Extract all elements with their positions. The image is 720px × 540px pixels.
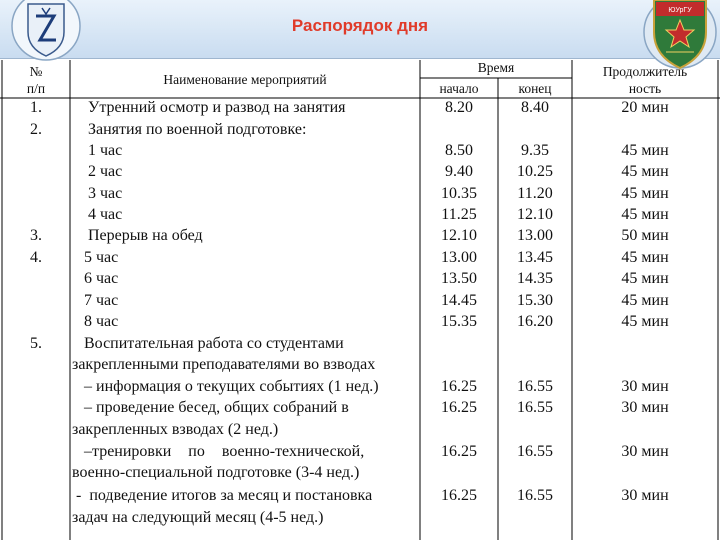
row-start: 16.25 — [441, 487, 477, 504]
row-end: 11.20 — [517, 185, 553, 202]
row-duration: 20 мин — [621, 99, 669, 116]
row-start: 16.25 — [441, 399, 477, 416]
row-num: 2. — [30, 121, 42, 138]
row-start: 9.40 — [445, 163, 473, 180]
row-duration: 45 мин — [621, 206, 669, 223]
header-start: начало — [439, 81, 479, 96]
header-duration: Продолжитель — [602, 64, 688, 79]
row-duration: 30 мин — [621, 378, 669, 395]
header-end: конец — [518, 81, 552, 96]
row-end: 16.55 — [517, 487, 553, 504]
row-duration: 30 мин — [621, 443, 669, 460]
row-name: –тренировки по военно-технической, — [84, 443, 365, 460]
row-duration: 50 мин — [621, 227, 669, 244]
row-start: 8.20 — [445, 99, 473, 116]
row-start: 8.50 — [445, 142, 473, 159]
row-start: 11.25 — [441, 206, 477, 223]
row-start: 12.10 — [441, 227, 477, 244]
row-duration: 30 мин — [621, 487, 669, 504]
row-name: 2 час — [88, 163, 123, 180]
row-duration: 45 мин — [621, 249, 669, 266]
row-name: 7 час — [84, 292, 119, 309]
row-end: 8.40 — [521, 99, 549, 116]
row-end: 9.35 — [521, 142, 549, 159]
row-end: 14.35 — [517, 270, 553, 287]
row-name: Занятия по военной подготовке: — [88, 121, 307, 138]
row-start: 16.25 — [441, 378, 477, 395]
row-name: Воспитательная работа со студентами — [84, 335, 344, 352]
row-start: 15.35 — [441, 313, 477, 330]
row-num: 3. — [30, 227, 42, 244]
row-start: 14.45 — [441, 292, 477, 309]
row-name: 1 час — [88, 142, 123, 159]
row-end: 16.55 — [517, 443, 553, 460]
row-end: 15.30 — [517, 292, 553, 309]
row-num: 5. — [30, 335, 42, 352]
row-num: 1. — [30, 99, 42, 116]
row-name: 6 час — [84, 270, 119, 287]
row-name: Перерыв на обед — [88, 227, 203, 244]
row-end: 16.55 — [517, 378, 553, 395]
row-start: 10.35 — [441, 185, 477, 202]
emblem-right-icon — [636, 0, 720, 74]
row-duration: 45 мин — [621, 142, 669, 159]
row-end: 10.25 — [517, 163, 553, 180]
row-duration: 45 мин — [621, 185, 669, 202]
header-time: Время — [477, 60, 515, 75]
row-name: – проведение бесед, общих собраний в — [84, 399, 349, 416]
row-name: Утренний осмотр и развод на занятия — [88, 99, 346, 116]
row-name: 4 час — [88, 206, 123, 223]
header-num-sub: п/п — [26, 81, 46, 96]
row-name: - подведение итогов за месяц и постановка — [72, 487, 373, 504]
emblem-right-label: ЮУрГУ — [668, 7, 692, 14]
header-duration-sub: ность — [628, 81, 662, 96]
header-num: № — [29, 64, 43, 79]
row-name: военно-специальной подготовке (3-4 нед.) — [72, 464, 360, 481]
row-start: 13.00 — [441, 249, 477, 266]
row-end: 16.20 — [517, 313, 553, 330]
row-duration: 30 мин — [621, 399, 669, 416]
row-name: закрепленных взводах (2 нед.) — [72, 421, 279, 438]
row-start: 13.50 — [441, 270, 477, 287]
header-name: Наименование мероприятий — [163, 72, 327, 87]
row-duration: 45 мин — [621, 163, 669, 180]
row-name: закрепленными преподавателями во взводах — [72, 356, 376, 373]
row-name: – информация о текущих событиях (1 нед.) — [84, 378, 379, 395]
row-end: 12.10 — [517, 206, 553, 223]
row-duration: 45 мин — [621, 313, 669, 330]
row-end: 13.00 — [517, 227, 553, 244]
row-name: 3 час — [88, 185, 123, 202]
row-num: 4. — [30, 249, 42, 266]
row-duration: 45 мин — [621, 270, 669, 287]
row-end: 13.45 — [517, 249, 553, 266]
row-end: 16.55 — [517, 399, 553, 416]
row-duration: 45 мин — [621, 292, 669, 309]
page-title: Распорядок дня — [291, 16, 429, 35]
row-name: 5 час — [84, 249, 119, 266]
row-start: 16.25 — [441, 443, 477, 460]
row-name: задач на следующий месяц (4-5 нед.) — [72, 509, 324, 526]
row-name: 8 час — [84, 313, 119, 330]
